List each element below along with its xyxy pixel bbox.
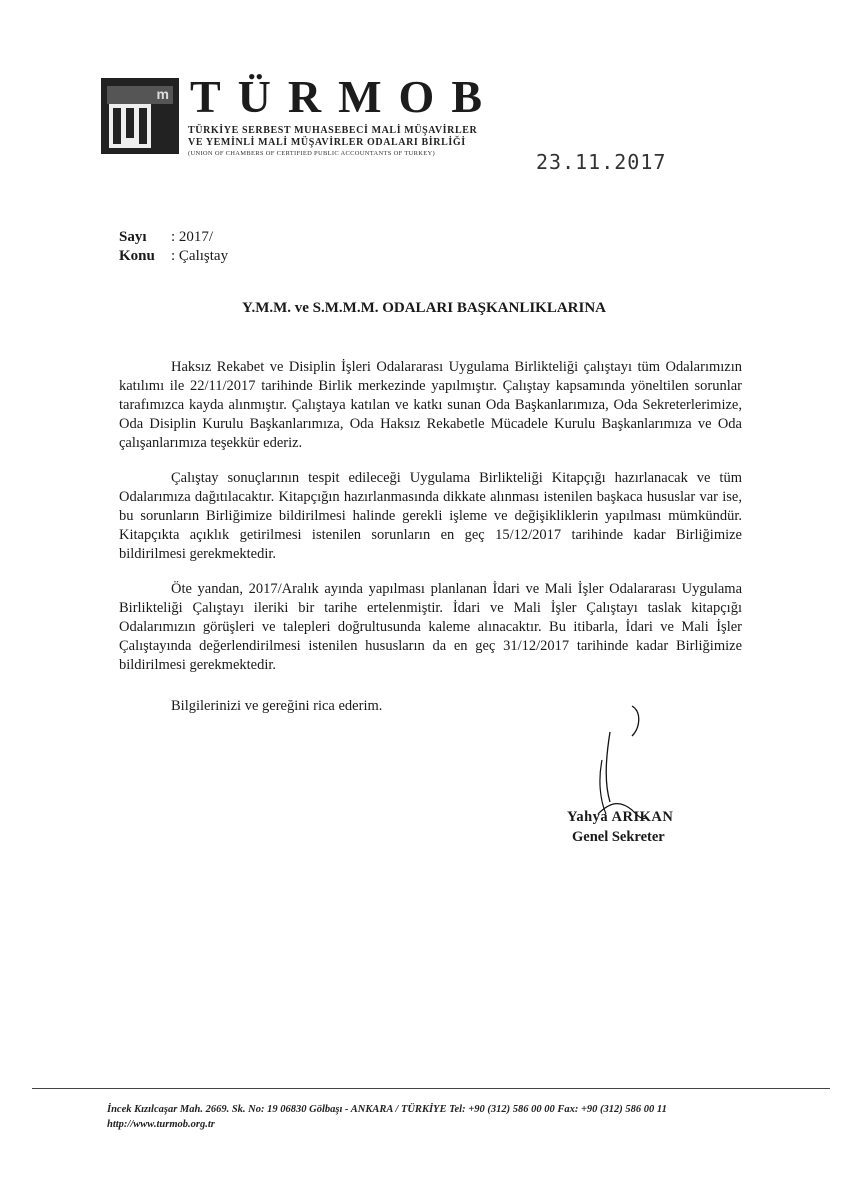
konu-label: Konu [119, 248, 155, 264]
footer-divider [32, 1088, 830, 1089]
signatory-title: Genel Sekreter [572, 829, 665, 845]
org-name: TÜRMOB [190, 71, 499, 122]
meta-konu [119, 248, 228, 265]
signatory-name: Yahya ARIKAN [567, 809, 674, 825]
konu-value: : Çalıştay [171, 248, 229, 264]
org-subtitle-line2: VE YEMİNLİ MALİ MÜŞAVİRLER ODALARI BİRLİĞİ [188, 137, 466, 148]
org-subtitle-line1: TÜRKİYE SERBEST MUHASEBECİ MALİ MÜŞAVİRLER [188, 125, 478, 136]
paragraph-2: Çalıştay sonuçlarının tespit edileceği Uygulama Birlikteliği Kitapçığı hazırlanacak ve tüm Odalarımıza dağıtılacaktır. Kitapçığın hazırlanmasında dikkate alınması istenilen başkaca hususlar var ise, bu sorunların Birliğimize bildirilmesi halinde gerekli işleme ve değişikliklerin yapılması mümkündür. Kitapçıkta açıklık getirilmesi istenilen sorunların en geç 15/12/2017 tarihinde kadar Birliğimize bildirilmesi gerekmektedir. [119, 470, 742, 562]
sayi-label: Sayı [119, 229, 147, 245]
paragraph-1: Haksız Rekabet ve Disiplin İşleri Odalararası Uygulama Birlikteliği çalıştayı tüm Odalarımızın katılımı ile 22/11/2017 tarihinde Birlik merkezinde yapılmıştır. Çalıştay kapsamında yöneltilen sorunlar tarafımızca kayda alınmıştır. Çalıştaya katılan ve katkı sunan Oda Başkanlarımıza, Oda Sekreterlerimize, Oda Disiplin Kurulu Başkanlarımıza, Oda Haksız Rekabetle Mücadele Kurulu Başkanlarımıza ve Oda çalışanlarımıza teşekkür ederiz. [119, 359, 742, 451]
letter-heading: Y.M.M. ve S.M.M.M. ODALARI BAŞKANLIKLARINA [241, 300, 607, 316]
org-subtitle-english: (UNION OF CHAMBERS OF CERTIFIED PUBLIC ACCOUNTANTS OF TURKEY) [188, 150, 435, 157]
logo-mm-mark: m [156, 86, 169, 102]
meta-sayi [119, 229, 213, 246]
closing-line: Bilgilerinizi ve gereğini rica ederim. [171, 698, 383, 714]
turmob-logo [101, 78, 179, 154]
paragraph-3: Öte yandan, 2017/Aralık ayında yapılması planlanan İdari ve Mali İşler Odalararası Uygulama Birlikteliği Çalıştayı ileriki bir tarihe ertelenmiştir. İdari ve Mali İşler Çalıştayı taslak kitapçığı Odalarımızın görüşleri ve talepleri doğrultusunda kaleme alınacaktır. Bu itibarla, İdari ve Mali İşler Çalıştayında değerlendirilmesi istenilen hususların da en geç 31/12/2017 tarihinde kadar Birliğimize bildirilmesi gerekmektedir. [119, 581, 742, 673]
logo-big-m [109, 104, 151, 148]
date-stamp: 23.11.2017 [536, 150, 667, 174]
sayi-value: : 2017/ [171, 229, 214, 245]
footer-website-link[interactable]: http://www.turmob.org.tr [107, 1119, 215, 1130]
footer-address: İncek Kızılcaşar Mah. 2669. Sk. No: 19 06830 Gölbaşı - ANKARA / TÜRKİYE Tel: +90 (312) 586 00 00 Fax: +90 (312) 586 00 11 [107, 1104, 667, 1115]
